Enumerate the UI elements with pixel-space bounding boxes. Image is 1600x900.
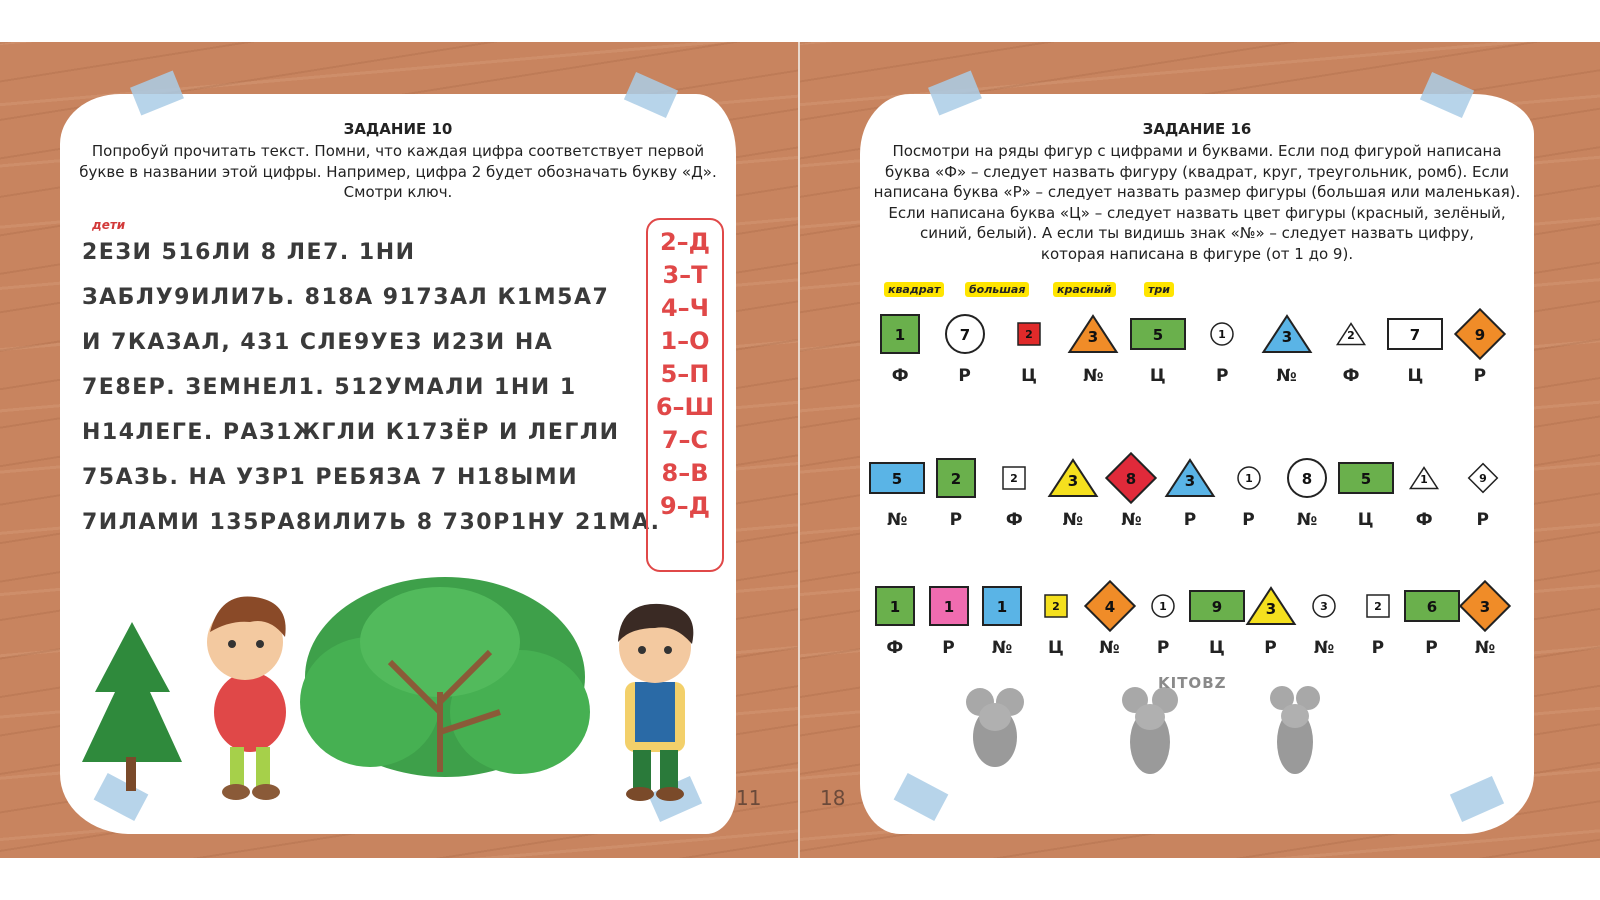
figure-number: 3 <box>1184 472 1196 490</box>
figure-letter-label: № <box>991 638 1013 658</box>
figure-letter-label: Р <box>958 366 971 386</box>
figure-number: 9 <box>1478 472 1487 485</box>
figure-number: 7 <box>1410 326 1421 344</box>
figure-number: 5 <box>892 470 903 488</box>
figure-number: 1 <box>889 598 901 616</box>
figure-letter-label: № <box>1296 510 1318 530</box>
figure-letter-label: Ц <box>1208 638 1225 658</box>
cipher-key-box <box>646 218 724 572</box>
figure-letter-label: № <box>1276 366 1297 386</box>
figure-letter-label: Ф <box>891 366 909 386</box>
figure-number: 1 <box>943 598 954 616</box>
handwritten-hint: дети <box>92 218 126 232</box>
cipher-line: 7ИЛАМИ 135РА8ИЛИ7Ь 8 730Р1НУ 21МА. <box>82 510 661 535</box>
figure-number: 3 <box>1320 600 1328 613</box>
figure-letter-label: № <box>1313 638 1335 658</box>
figure-number: 3 <box>1265 600 1276 618</box>
triangle-figure <box>1255 306 1319 362</box>
figure-number: 3 <box>1088 328 1099 346</box>
cipher-line: 7Е8ЕР. ЗЕМНЕЛ1. 512УМАЛИ 1НИ 1 <box>82 375 577 400</box>
figure-letter-label: Р <box>1264 638 1277 658</box>
figure-number: 2 <box>950 470 962 488</box>
figure-letter-label: Ф <box>1415 510 1433 530</box>
figure-number: 5 <box>1360 470 1371 488</box>
instruction-line: синий, белый). А если ты видишь знак «№» – следует назвать цифру, <box>919 224 1475 242</box>
example-label-big: большая <box>965 282 1029 297</box>
book-spread <box>0 42 1600 858</box>
circle-figure <box>1275 450 1339 506</box>
instruction-line: буква «Ф» – следует назвать фигуру (квадрат, круг, треугольник, ромб). Если <box>884 162 1510 181</box>
figure-number: 3 <box>1479 598 1491 616</box>
key-item: 8–В <box>661 459 709 487</box>
figure-number: 6 <box>1426 598 1437 616</box>
boy-in-vest-illustration <box>618 604 693 801</box>
key-item: 5–П <box>660 360 710 388</box>
figure-letter-label: № <box>1062 510 1084 530</box>
figure-number: 4 <box>1104 598 1115 616</box>
key-item: 1–О <box>660 327 710 355</box>
square-figure <box>924 450 988 506</box>
children-forest-illustration <box>70 562 740 832</box>
figure-letter-label: № <box>1099 638 1120 658</box>
fir-tree-illustration <box>82 622 182 791</box>
diamond-figure <box>1099 450 1163 506</box>
instruction-line: Посмотри на ряды фигур с цифрами и буквами. Если под фигурой написана <box>892 142 1502 160</box>
example-label-square: квадрат <box>884 282 944 297</box>
figure-number: 1 <box>1244 472 1253 485</box>
figure-letter-label: № <box>1474 638 1496 658</box>
figure-letter-label: Ц <box>1021 366 1037 386</box>
watermark: KITOBZ <box>1158 674 1227 692</box>
figure-letter-label: Ц <box>1407 366 1424 386</box>
figure-number: 1 <box>1159 600 1167 613</box>
rect-figure <box>865 450 929 506</box>
cipher-line: Н14ЛЕГЕ. РАЗ1ЖГЛИ К173ЁР И ЛЕГЛИ <box>82 420 620 445</box>
mouse-illustration <box>1270 686 1320 774</box>
square-figure <box>982 450 1046 506</box>
figure-number: 2 <box>1374 600 1382 613</box>
diamond-figure <box>1451 450 1515 506</box>
instruction-line: написана буква «Р» – следует назвать размер фигуры (большая или маленькая). <box>873 183 1521 201</box>
figure-number: 8 <box>1301 470 1313 488</box>
figure-number: 1 <box>1420 473 1428 486</box>
right-task-title: ЗАДАНИЕ 16 <box>1142 120 1252 138</box>
rect-figure <box>1383 306 1447 362</box>
key-item: 2–Д <box>659 228 711 256</box>
figure-letter-label: № <box>1121 510 1142 530</box>
triangle-figure <box>1061 306 1125 362</box>
instruction-line: букве в названии этой цифры. Например, цифра 2 будет обозначать букву «Д». <box>79 162 717 181</box>
circle-figure <box>933 306 997 362</box>
bush-illustration <box>300 577 590 777</box>
triangle-figure <box>1319 306 1383 362</box>
figure-number: 3 <box>1281 328 1292 346</box>
example-label-three: три <box>1144 282 1174 297</box>
key-item: 4–Ч <box>660 294 710 322</box>
figure-letter-label: Р <box>1371 638 1385 658</box>
cipher-text <box>82 230 660 545</box>
curly-boy-illustration <box>207 596 286 800</box>
right-page-number: 18 <box>820 786 846 810</box>
figure-letter-label: Р <box>1473 366 1487 386</box>
figure-number: 9 <box>1474 326 1486 344</box>
left-page-number: 11 <box>736 786 762 810</box>
figure-letter-label: Р <box>949 510 963 530</box>
mouse-illustration <box>1122 687 1178 774</box>
mice-illustration <box>950 672 1350 802</box>
figure-number: 2 <box>1052 600 1060 613</box>
triangle-figure <box>1158 450 1222 506</box>
cipher-line: ЗАБЛУ9ИЛИ7Ь. 818А 9173АЛ К1М5А7 <box>82 285 610 310</box>
circle-figure <box>1190 306 1254 362</box>
key-item: 7–С <box>661 426 709 454</box>
figure-letter-label: Ф <box>886 638 904 658</box>
circle-figure <box>1217 450 1281 506</box>
mouse-illustration <box>966 688 1024 767</box>
figure-number: 2 <box>1347 329 1355 342</box>
figure-letter-label: Р <box>1476 510 1489 530</box>
figure-number: 1 <box>996 598 1008 616</box>
key-item: 6–Ш <box>655 393 715 421</box>
rect-figure <box>1126 306 1190 362</box>
instruction-line: которая написана в фигуре (от 1 до 9). <box>1040 244 1354 263</box>
figure-letter-label: № <box>887 510 908 530</box>
left-task-title: ЗАДАНИЕ 10 <box>343 120 453 138</box>
figure-letter-label: Р <box>1425 638 1438 658</box>
cipher-line: И 7КАЗАЛ, 431 СЛЕ9УЕЗ И2ЗИ НА <box>82 330 554 355</box>
instruction-line: Смотри ключ. <box>343 183 453 201</box>
figure-number: 5 <box>1152 326 1164 344</box>
cipher-line: 2ЕЗИ 516ЛИ 8 ЛЕ7. 1НИ <box>82 240 416 265</box>
figure-number: 1 <box>894 326 906 344</box>
left-task-instructions <box>60 141 736 203</box>
figure-number: 3 <box>1067 472 1079 490</box>
figure-number: 1 <box>1218 328 1227 341</box>
key-item: 3–Т <box>662 261 708 289</box>
figure-number: 9 <box>1211 598 1223 616</box>
figure-number: 2 <box>1010 472 1019 485</box>
figure-letter-label: № <box>1083 366 1104 386</box>
figure-number: 7 <box>959 326 970 344</box>
figure-letter-label: Ф <box>1342 366 1360 386</box>
diamond-figure <box>1453 578 1517 634</box>
triangle-figure <box>1392 450 1456 506</box>
example-label-red: красный <box>1053 282 1116 297</box>
figure-number: 8 <box>1126 470 1137 488</box>
instruction-line: Если написана буква «Ц» – следует назвать цвет фигуры (красный, зелёный, <box>888 203 1506 222</box>
figure-letter-label: Р <box>1156 638 1170 658</box>
instruction-line: Попробуй прочитать текст. Помни, что каждая цифра соответствует первой <box>91 142 705 160</box>
figure-letter-label: Р <box>1242 510 1255 530</box>
figure-letter-label: Ц <box>1047 638 1064 658</box>
diamond-figure <box>1448 306 1512 362</box>
figure-letter-label: Ц <box>1357 510 1374 530</box>
cipher-line: 75АЗЬ. НА УЗР1 РЕБЯЗА 7 Н18ЫМИ <box>82 465 579 490</box>
rect-figure <box>1334 450 1398 506</box>
square-figure <box>997 306 1061 362</box>
triangle-figure <box>1041 450 1105 506</box>
square-figure <box>868 306 932 362</box>
book-gutter <box>798 42 800 858</box>
figure-letter-label: Р <box>942 638 955 658</box>
figure-letter-label: Ц <box>1149 366 1166 386</box>
figure-letter-label: Ф <box>1005 510 1023 530</box>
right-task-instructions <box>860 141 1534 264</box>
key-item: 9–Д <box>659 492 711 520</box>
figure-number: 2 <box>1025 328 1033 341</box>
figure-letter-label: Р <box>1215 366 1229 386</box>
figure-letter-label: Р <box>1183 510 1197 530</box>
